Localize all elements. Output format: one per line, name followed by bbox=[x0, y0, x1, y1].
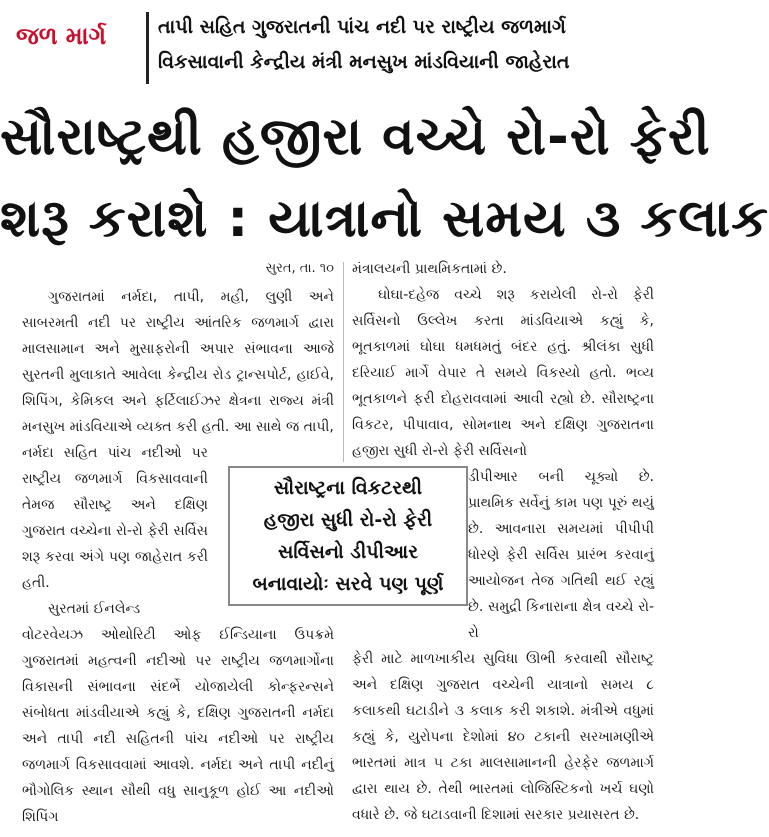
pull-quote-line-3: સર્વિસનો ડીપીઆર bbox=[277, 541, 419, 563]
body-paragraph: વોટરવેયઝ ઓથોરિટી ઓફ ઈન્ડિયાના ઉપક્રમે ગુજરાતમાં મહત્વની નદીઓ પર રાષ્ટ્રીય જળમાર્ગોના વિકાસની સંભાવના સંદર્ભે યોજાયેલી કોન્ફરન્સને સંબોધતા માંડવીયાએ કહ્યું કે, દક્ષિણ ગુજરાતની નર્મદા અને તાપી નદી સહિતની પાંચ નદીઓ પર રાષ્ટ્રીય જળમાર્ગ વિકસાવવામાં આવશે. નર્મદા અને તાપી નદીનું ભૌગોલિક સ્થાન સૌથી વધુ સાનુકૂળ હોઈ આ નદીઓ શિપિંગ bbox=[22, 627, 334, 825]
pull-quote-line-2: હજીરા સુધી રો-રો ફેરી bbox=[263, 509, 433, 531]
pull-quote-text bbox=[242, 468, 453, 604]
body-paragraph: સુરતમાં ઈનલેન્ડ bbox=[48, 601, 141, 617]
body-paragraph: ઘોઘા-દહેજ વચ્ચે શરૂ કરાયેલી રો-રો ફેરી સર્વિસનો ઉલ્લેખ કરતા માંડવિયાએ કહ્યું કે, ભૂતકાળમાં ઘોઘા ધમધમતું બંદર હતું. શ્રીલંકા સુધી દરિયાઈ માર્ગે વેપાર તે સમયે વિકસ્યો હતો. ભવ્ય ભૂતકાળને ફરી દોહરાવવામાં આવી રહ્યો છે. સૌરાષ્ટ્રના વિકટર, પીપાવાવ, સોમનાથ અને દક્ષિણ ગુજરાતના હજીરા સુધી રો-રો ફેરી સર્વિસનો bbox=[352, 287, 654, 459]
pull-quote bbox=[228, 466, 468, 606]
article-header bbox=[0, 0, 666, 98]
headline-line-2: શરૂ કરાશે : યાત્રાનો સમય ૩ કલાક bbox=[0, 189, 769, 249]
kicker-line-1: તાપી સહિત ગુજરાતની પાંચ નદી પર રાષ્ટ્રીય જળમાર્ગ bbox=[158, 16, 566, 38]
dateline: સુરત, તા. ૧૦ bbox=[265, 261, 334, 276]
kicker-line-2: વિકસાવાની કેન્દ્રીય મંત્રી મનસુખ માંડવિયાની જાહેરાત bbox=[158, 51, 570, 73]
headline bbox=[0, 96, 769, 260]
header-separator bbox=[146, 12, 149, 84]
body-paragraph: ગુજરાતમાં નર્મદા, તાપી, મહી, લુણી અને સાબરમતી નદી પર રાષ્ટ્રીય આંતરિક જળમાર્ગ દ્વારા માલસામાન અને મુસાફરોની અપાર સંભાવના આજે સુરતની મુલાકાતે આવેલા કેન્દ્રીય રોડ ટ્રાન્સપોર્ટ, હાઈવે, શિપિંગ, કેમિકલ અને ફર્ટિલાઈઝર ક્ષેત્રના રાજ્ય મંત્રી મનસુખ માંડવિયાએ વ્યક્ત કરી હતી. આ સાથે જ તાપી, bbox=[22, 289, 334, 435]
body-paragraph: ફેરી માટે માળખાકીય સુવિધા ઊભી કરવાથી સૌરાષ્ટ્ર અને દક્ષિણ ગુજરાત વચ્ચેની યાત્રાનો સમય ૮ કલાકથી ઘટાડીને ૩ કલાક કરી શકાશે. મંત્રીએ વધુમાં કહ્યું કે, યુરોપના દેશોમાં ૪૦ ટકાની સરખામણીએ ભારતમાં માત્ર ૫ ટકા માલસામાનની હેરફેર જળમાર્ગ દ્વારા થાય છે. તેથી ભારતમાં લોજિસ્ટિકનો ખર્ચ ઘણો વધારે છે. જે ઘટાડવાની દિશામાં સરકાર પ્રયાસરત છે. bbox=[352, 651, 654, 823]
body-paragraph: મંત્રાલયની પ્રાથમિકતામાં છે. bbox=[352, 261, 507, 277]
kicker bbox=[158, 10, 658, 80]
section-tag: જળ માર્ગ bbox=[16, 22, 107, 50]
column-rule bbox=[343, 262, 344, 462]
body-paragraph: નર્મદા સહિત પાંચ નદીઓ પર રાષ્ટ્રીય જળમાર્ગ વિકસાવવાની તેમજ સૌરાષ્ટ્ર અને દક્ષિણ ગુજરાત વચ્ચેના રો-રો ફેરી સર્વિસ શરૂ કરવા અંગે પણ જાહેરાત કરી હતી. bbox=[22, 445, 208, 591]
body-paragraph: ડીપીઆર બની ચૂક્યો છે. પ્રાથમિક સર્વેનું કામ પણ પૂરું થયું છે. આવનારા સમયમાં પીપીપી ધોરણે ફેરી સર્વિસ પ્રારંભ કરવાનું આયોજન તેજ ગતિથી થઈ રહ્યું છે. સમુદ્રી કિનારાના ક્ષેત્ર વચ્ચે રો-રો bbox=[468, 469, 654, 641]
pull-quote-line-1: સૌરાષ્ટ્રના વિકટરથી bbox=[273, 477, 423, 499]
pull-quote-line-4: બનાવાયોઃ સરવે પણ પૂર્ણ bbox=[252, 573, 444, 595]
headline-line-1: સૌરાષ્ટ્રથી હજીરા વચ્ચે રો-રો ફેરી bbox=[0, 107, 711, 167]
